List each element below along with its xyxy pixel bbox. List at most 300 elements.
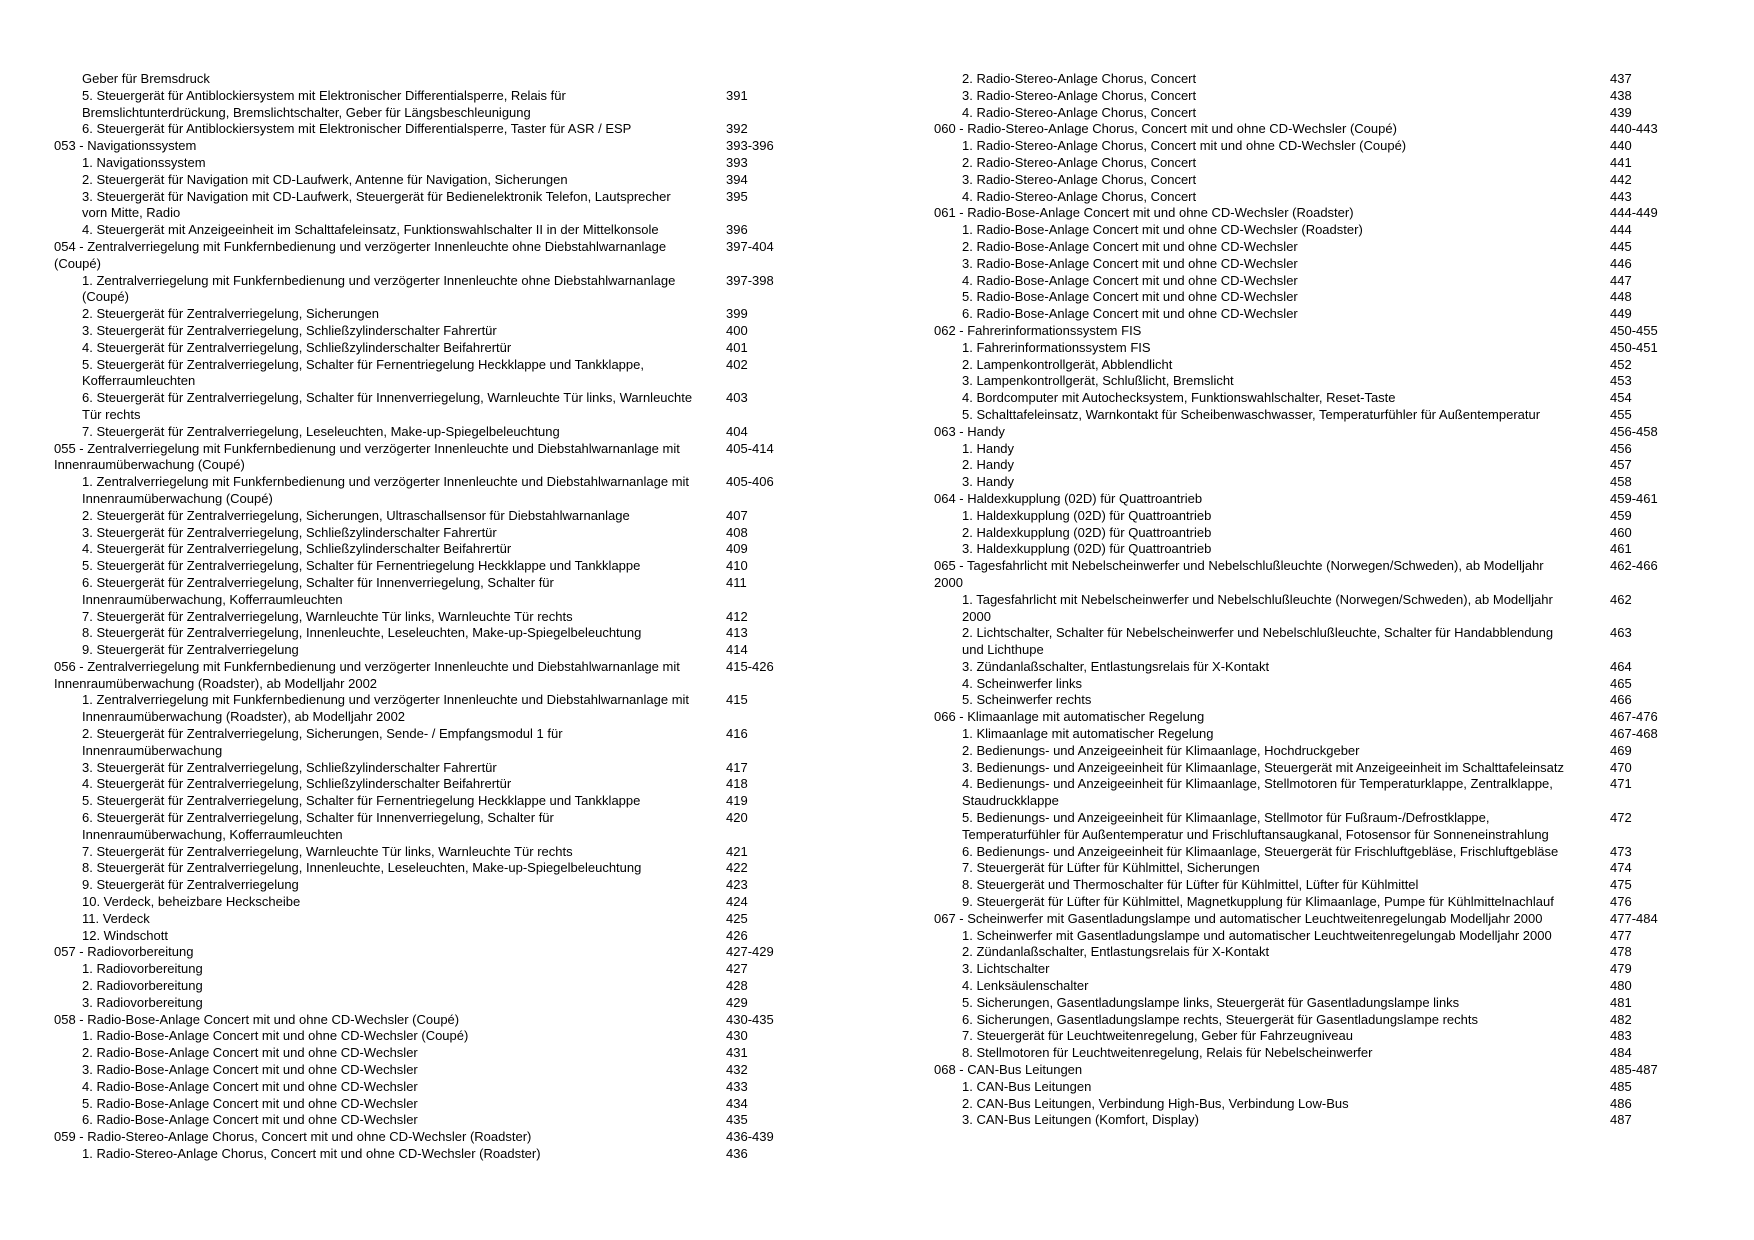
entry-pages: 410 (726, 558, 748, 574)
toc-subentry (934, 189, 1714, 206)
entry-pages: 425 (726, 910, 748, 926)
entry-pages: 450-451 (1610, 339, 1658, 355)
toc-subentry (54, 793, 834, 810)
entry-title: 055 - Zentralverriegelung mit Funkfernbedienung und verzögerter Innenleuchte und Diebstahlwarnanlage mit Innenraumüberwachung (Coupé) (54, 440, 680, 473)
entry-pages: 475 (1610, 877, 1632, 893)
entry-pages: 430-435 (726, 1011, 774, 1027)
entry-title: 068 - CAN-Bus Leitungen (934, 1062, 1083, 1078)
entry-title: 1. Radiovorbereitung (82, 961, 203, 977)
entry-title: 8. Stellmotoren für Leuchtweitenregelung, Relais für Nebelscheinwerfer (962, 1045, 1373, 1061)
entry-title: 5. Bedienungs- und Anzeigeeinheit für Klimaanlage, Stellmotor für Fußraum-/Defrostklappe, Temperaturfühler für Außentemperatur und Frischluftansaugkanal, Fotosensor für Sonneneinstrahlung (962, 810, 1549, 842)
toc-subentry (934, 222, 1714, 239)
toc-subentry (54, 642, 834, 659)
entry-title: 066 - Klimaanlage mit automatischer Regelung (934, 709, 1205, 725)
toc-subentry (934, 256, 1714, 273)
entry-pages: 447 (1610, 272, 1632, 288)
toc-subentry (54, 88, 834, 122)
entry-pages: 461 (1610, 541, 1632, 557)
toc-subentry (54, 306, 834, 323)
entry-title: 2. Steuergerät für Zentralverriegelung, Sicherungen (82, 306, 380, 322)
entry-title: 053 - Navigationssystem (54, 138, 197, 154)
toc-subentry (54, 357, 834, 391)
entry-pages: 426 (726, 927, 748, 943)
entry-title: 6. Steuergerät für Zentralverriegelung, Schalter für Innenverriegelung, Warnleuchte Tür links, Warnleuchte Tür rechts (82, 390, 693, 422)
entry-pages: 466 (1610, 692, 1632, 708)
entry-pages: 477-484 (1610, 910, 1658, 926)
toc-subentry (934, 726, 1714, 743)
entry-title: 061 - Radio-Bose-Anlage Concert mit und ohne CD-Wechsler (Roadster) (934, 205, 1354, 221)
entry-title: 6. Bedienungs- und Anzeigeeinheit für Klimaanlage, Steuergerät für Frischluftgebläse, Frischluftgebläse (962, 843, 1559, 859)
toc-subentry (54, 978, 834, 995)
toc-subentry (934, 390, 1714, 407)
entry-pages: 424 (726, 894, 748, 910)
entry-title: 2. Steuergerät für Zentralverriegelung, Sicherungen, Sende- / Empfangsmodul 1 für Innenraumüberwachung (82, 726, 563, 758)
toc-subentry (54, 1062, 834, 1079)
entry-pages: 403 (726, 390, 748, 406)
entry-pages: 438 (1610, 87, 1632, 103)
toc-subentry (934, 760, 1714, 777)
entry-title: 2. Haldexkupplung (02D) für Quattroantrieb (962, 524, 1212, 540)
entry-title: 067 - Scheinwerfer mit Gasentladungslampe und automatischer Leuchtweitenregelungab Modelljahr 2000 (934, 910, 1543, 926)
toc-subentry (934, 995, 1714, 1012)
entry-pages: 409 (726, 541, 748, 557)
toc-subentry (934, 541, 1714, 558)
toc-subentry (54, 558, 834, 575)
entry-pages: 415-426 (726, 658, 774, 674)
entry-pages: 450-455 (1610, 322, 1658, 338)
toc-subentry (54, 1096, 834, 1113)
entry-pages: 440 (1610, 138, 1632, 154)
entry-title: 3. Radio-Stereo-Anlage Chorus, Concert (962, 171, 1197, 187)
toc-section-entry (934, 709, 1714, 726)
entry-title: 2. Zündanlaßschalter, Entlastungsrelais für X-Kontakt (962, 944, 1270, 960)
entry-title: 12. Windschott (82, 927, 168, 943)
entry-pages: 471 (1610, 776, 1632, 792)
entry-pages: 444 (1610, 222, 1632, 238)
entry-pages: 465 (1610, 675, 1632, 691)
toc-subentry (934, 525, 1714, 542)
entry-title: 2. Steuergerät für Zentralverriegelung, Sicherungen, Ultraschallsensor für Diebstahlwarnanlage (82, 507, 630, 523)
entry-title: 3. Steuergerät für Zentralverriegelung, Schließzylinderschalter Fahrertür (82, 524, 497, 540)
entry-title: 9. Steuergerät für Lüfter für Kühlmittel, Magnetkupplung für Klimaanlage, Pumpe für Kühlmittelnachlauf (962, 894, 1554, 910)
toc-subentry (934, 1112, 1714, 1129)
entry-title: 7. Steuergerät für Leuchtweitenregelung, Geber für Fahrzeugniveau (962, 1028, 1353, 1044)
entry-pages: 429 (726, 994, 748, 1010)
entry-pages: 467-476 (1610, 709, 1658, 725)
entry-title: 4. Steuergerät für Zentralverriegelung, Schließzylinderschalter Beifahrertür (82, 541, 512, 557)
entry-title: 5. Steuergerät für Zentralverriegelung, Schalter für Fernentriegelung Heckklappe und Tankklappe (82, 558, 641, 574)
toc-section-entry (934, 424, 1714, 441)
entry-title: 057 - Radiovorbereitung (54, 944, 194, 960)
toc-subentry (54, 424, 834, 441)
entry-pages: 418 (726, 776, 748, 792)
entry-title: 2. Radio-Stereo-Anlage Chorus, Concert (962, 154, 1197, 170)
entry-pages: 483 (1610, 1028, 1632, 1044)
entry-title: 058 - Radio-Bose-Anlage Concert mit und ohne CD-Wechsler (Coupé) (54, 1011, 460, 1027)
entry-title: 8. Steuergerät für Zentralverriegelung, Innenleuchte, Leseleuchten, Make-up-Spiegelbeleuchtung (82, 625, 642, 641)
entry-title: 1. CAN-Bus Leitungen (962, 1078, 1092, 1094)
entry-pages: 472 (1610, 810, 1632, 826)
entry-title: 10. Verdeck, beheizbare Heckscheibe (82, 894, 301, 910)
toc-subentry (934, 138, 1714, 155)
toc-subentry (54, 911, 834, 928)
entry-pages: 456 (1610, 440, 1632, 456)
entry-pages: 460 (1610, 524, 1632, 540)
entry-title: 1. Klimaanlage mit automatischer Regelung (962, 726, 1214, 742)
entry-title: 4. Steuergerät für Zentralverriegelung, Schließzylinderschalter Beifahrertür (82, 339, 512, 355)
entry-pages: 436 (726, 1146, 748, 1161)
entry-title: 6. Radio-Bose-Anlage Concert mit und ohne CD-Wechsler (82, 1112, 418, 1128)
entry-pages: 402 (726, 356, 748, 372)
entry-title: 2. Bedienungs- und Anzeigeeinheit für Klimaanlage, Hochdruckgeber (962, 742, 1360, 758)
toc-subentry (934, 1079, 1714, 1096)
entry-title: 1. Radio-Bose-Anlage Concert mit und ohne CD-Wechsler (Coupé) (82, 1028, 469, 1044)
entry-pages: 445 (1610, 238, 1632, 254)
toc-subentry (54, 961, 834, 978)
entry-title: 063 - Handy (934, 423, 1005, 439)
entry-title: 3. Lampenkontrollgerät, Schlußlicht, Bremslicht (962, 373, 1234, 389)
entry-pages: 414 (726, 642, 748, 658)
toc-subentry (54, 340, 834, 357)
entry-pages: 453 (1610, 373, 1632, 389)
toc-subentry (934, 844, 1714, 861)
toc-subentry (934, 1012, 1714, 1029)
entry-pages: 459 (1610, 507, 1632, 523)
entry-title: 1. Radio-Stereo-Anlage Chorus, Concert mit und ohne CD-Wechsler (Roadster) (82, 1146, 541, 1161)
entry-pages: 400 (726, 322, 748, 338)
entry-pages: 427-429 (726, 944, 774, 960)
toc-subentry (54, 1146, 834, 1163)
entry-pages: 393 (726, 154, 748, 170)
toc-subentry (54, 323, 834, 340)
entry-pages: 419 (726, 793, 748, 809)
entry-pages: 459-461 (1610, 490, 1658, 506)
toc-subentry (934, 743, 1714, 760)
entry-title: 4. Radio-Stereo-Anlage Chorus, Concert (962, 188, 1197, 204)
entry-pages: 439 (1610, 104, 1632, 120)
toc-subentry (934, 441, 1714, 458)
entry-pages: 473 (1610, 843, 1632, 859)
toc-subentry (54, 273, 834, 307)
toc-subentry (54, 995, 834, 1012)
entry-title: 3. Steuergerät für Zentralverriegelung, Schließzylinderschalter Fahrertür (82, 322, 497, 338)
entry-title: 2. Steuergerät für Navigation mit CD-Laufwerk, Antenne für Navigation, Sicherungen (82, 171, 568, 187)
toc-subentry (54, 860, 834, 877)
entry-pages: 397-398 (726, 272, 774, 288)
entry-title: 6. Steuergerät für Zentralverriegelung, Schalter für Innenverriegelung, Schalter für Innenraumüberwachung, Kofferraumleuchten (82, 574, 554, 607)
entry-pages: 449 (1610, 306, 1632, 322)
entry-pages: 487 (1610, 1112, 1632, 1128)
entry-title: 5. Steuergerät für Zentralverriegelung, Schalter für Fernentriegelung Heckklappe und Tankklappe (82, 793, 641, 809)
toc-subentry (934, 625, 1714, 659)
entry-title: 3. Radiovorbereitung (82, 994, 203, 1010)
entry-pages: 431 (726, 1045, 748, 1061)
toc-subentry (934, 978, 1714, 995)
entry-pages: 442 (1610, 171, 1632, 187)
entry-pages: 391 (726, 87, 748, 103)
entry-pages: 423 (726, 877, 748, 893)
toc-subentry (934, 894, 1714, 911)
toc-subentry (54, 390, 834, 424)
entry-pages: 463 (1610, 625, 1632, 641)
toc-subentry (934, 776, 1714, 810)
entry-pages: 405-406 (726, 474, 774, 490)
toc-subentry (54, 222, 834, 239)
toc-subentry (934, 810, 1714, 844)
toc-subentry (54, 474, 834, 508)
entry-pages: 469 (1610, 742, 1632, 758)
entry-title: 1. Navigationssystem (82, 154, 206, 170)
entry-pages: 462-466 (1610, 558, 1658, 574)
entry-pages: 395 (726, 188, 748, 204)
toc-subentry (54, 894, 834, 911)
entry-title: 2. Lampenkontrollgerät, Abblendlicht (962, 356, 1173, 372)
entry-title: 5. Steuergerät für Antiblockiersystem mit Elektronischer Differentialsperre, Relais für Bremslichtunterdrückung, Bremslichtschalter, Geber für Längsbeschleunigung (82, 87, 566, 120)
entry-pages: 480 (1610, 978, 1632, 994)
toc-subentry (54, 810, 834, 844)
entry-title: 5. Radio-Bose-Anlage Concert mit und ohne CD-Wechsler (962, 289, 1298, 305)
entry-pages: 396 (726, 222, 748, 238)
toc-subentry (54, 760, 834, 777)
entry-title: 7. Steuergerät für Zentralverriegelung, Leseleuchten, Make-up-Spiegelbeleuchtung (82, 423, 560, 439)
entry-title: 9. Steuergerät für Zentralverriegelung (82, 642, 299, 658)
entry-title: 1. Handy (962, 440, 1015, 456)
entry-pages: 477 (1610, 927, 1632, 943)
entry-pages: 413 (726, 625, 748, 641)
entry-title: 1. Zentralverriegelung mit Funkfernbedienung und verzögerter Innenleuchte und Diebstahlwarnanlage mit Innenraumüberwachung (Roadster), ab Modelljahr 2002 (82, 692, 690, 725)
entry-pages: 404 (726, 423, 748, 439)
entry-title: 1. Haldexkupplung (02D) für Quattroantrieb (962, 507, 1212, 523)
toc-section-entry (934, 558, 1714, 592)
toc-subentry (934, 306, 1714, 323)
entry-title: 3. Steuergerät für Zentralverriegelung, Schließzylinderschalter Fahrertür (82, 759, 497, 775)
entry-title: 5. Sicherungen, Gasentladungslampe links, Steuergerät für Gasentladungslampe links (962, 994, 1460, 1010)
toc-subentry (934, 88, 1714, 105)
entry-pages: 458 (1610, 474, 1632, 490)
entry-pages: 394 (726, 171, 748, 187)
entry-pages: 457 (1610, 457, 1632, 473)
entry-title: 11. Verdeck (82, 910, 150, 926)
toc-subentry (54, 609, 834, 626)
entry-pages: 437 (1610, 71, 1632, 86)
entry-title: 8. Steuergerät für Zentralverriegelung, Innenleuchte, Leseleuchten, Make-up-Spiegelbeleuchtung (82, 860, 642, 876)
entry-pages: 485 (1610, 1078, 1632, 1094)
entry-pages: 479 (1610, 961, 1632, 977)
entry-title: 1. Radio-Stereo-Anlage Chorus, Concert mit und ohne CD-Wechsler (Coupé) (962, 138, 1407, 154)
entry-pages: 443 (1610, 188, 1632, 204)
entry-pages: 467-468 (1610, 726, 1658, 742)
toc-subentry (934, 1096, 1714, 1113)
toc-section-entry (54, 1012, 834, 1029)
entry-pages: 435 (726, 1112, 748, 1128)
entry-pages: 436-439 (726, 1129, 774, 1145)
entry-title: 4. Radio-Bose-Anlage Concert mit und ohne CD-Wechsler (82, 1078, 418, 1094)
entry-pages: 440-443 (1610, 121, 1658, 137)
entry-pages: 464 (1610, 658, 1632, 674)
toc-subentry (934, 357, 1714, 374)
toc-subentry (54, 508, 834, 525)
entry-title: 1. Zentralverriegelung mit Funkfernbedienung und verzögerter Innenleuchte ohne Diebstahlwarnanlage (Coupé) (82, 272, 676, 305)
entry-pages: 456-458 (1610, 423, 1658, 439)
entry-title: 3. Bedienungs- und Anzeigeeinheit für Klimaanlage, Steuergerät mit Anzeigeeinheit im Schalttafeleinsatz (962, 759, 1564, 775)
entry-title: 7. Steuergerät für Zentralverriegelung, Warnleuchte Tür links, Warnleuchte Tür rechts (82, 608, 573, 624)
toc-subentry (934, 592, 1714, 626)
toc-subentry (934, 457, 1714, 474)
entry-pages: 485-487 (1610, 1062, 1658, 1078)
entry-title: 065 - Tagesfahrlicht mit Nebelscheinwerfer und Nebelschlußleuchte (Norwegen/Schweden), ab Modelljahr 2000 (934, 558, 1544, 590)
entry-title: 6. Radio-Bose-Anlage Concert mit und ohne CD-Wechsler (962, 306, 1298, 322)
toc-section-entry (54, 944, 834, 961)
toc-subentry (934, 877, 1714, 894)
entry-title: 3. Radio-Bose-Anlage Concert mit und ohne CD-Wechsler (82, 1062, 418, 1078)
toc-subentry (54, 692, 834, 726)
entry-title: 2. Radio-Stereo-Anlage Chorus, Concert (962, 71, 1197, 86)
entry-pages: 428 (726, 978, 748, 994)
entry-title: 4. Steuergerät für Zentralverriegelung, Schließzylinderschalter Beifahrertür (82, 776, 512, 792)
entry-title: 1. Fahrerinformationssystem FIS (962, 339, 1151, 355)
entry-title: 2. Radiovorbereitung (82, 978, 203, 994)
toc-subentry (54, 172, 834, 189)
toc-subentry (934, 474, 1714, 491)
toc-subentry (54, 877, 834, 894)
entry-title: 1. Radio-Bose-Anlage Concert mit und ohne CD-Wechsler (Roadster) (962, 222, 1363, 238)
entry-pages: 478 (1610, 944, 1632, 960)
entry-title: 6. Steuergerät für Antiblockiersystem mit Elektronischer Differentialsperre, Taster für ASR / ESP (82, 121, 632, 137)
entry-title: 062 - Fahrerinformationssystem FIS (934, 322, 1142, 338)
toc-right-column (934, 71, 1714, 1129)
toc-subentry (934, 155, 1714, 172)
entry-pages: 448 (1610, 289, 1632, 305)
toc-subentry (54, 776, 834, 793)
entry-title: 059 - Radio-Stereo-Anlage Chorus, Concert mit und ohne CD-Wechsler (Roadster) (54, 1129, 532, 1145)
entry-pages: 421 (726, 843, 748, 859)
entry-pages: 415 (726, 692, 748, 708)
entry-pages: 401 (726, 339, 748, 355)
toc-subentry (934, 860, 1714, 877)
toc-subentry (54, 71, 834, 88)
toc-subentry (934, 373, 1714, 390)
entry-title: 060 - Radio-Stereo-Anlage Chorus, Concert mit und ohne CD-Wechsler (Coupé) (934, 121, 1397, 137)
entry-pages: 420 (726, 810, 748, 826)
toc-subentry (54, 189, 834, 223)
entry-title: 4. Radio-Bose-Anlage Concert mit und ohne CD-Wechsler (962, 272, 1298, 288)
toc-subentry (54, 525, 834, 542)
entry-title: 5. Scheinwerfer rechts (962, 692, 1092, 708)
toc-subentry (54, 155, 834, 172)
entry-title: 5. Radio-Bose-Anlage Concert mit und ohne CD-Wechsler (82, 1095, 418, 1111)
entry-title: 2. Radio-Bose-Anlage Concert mit und ohne CD-Wechsler (82, 1045, 418, 1061)
entry-pages: 474 (1610, 860, 1632, 876)
toc-subentry (934, 1045, 1714, 1062)
entry-title: 2. CAN-Bus Leitungen, Verbindung High-Bus, Verbindung Low-Bus (962, 1095, 1349, 1111)
entry-title: 4. Lenksäulenschalter (962, 978, 1089, 994)
entry-title: 9. Steuergerät für Zentralverriegelung (82, 877, 299, 893)
entry-title: 3. Radio-Bose-Anlage Concert mit und ohne CD-Wechsler (962, 255, 1298, 271)
entry-pages: 407 (726, 507, 748, 523)
toc-subentry (54, 928, 834, 945)
toc-subentry (934, 71, 1714, 88)
toc-section-entry (54, 138, 834, 155)
entry-title: 3. Radio-Stereo-Anlage Chorus, Concert (962, 87, 1197, 103)
toc-subentry (54, 1028, 834, 1045)
toc-section-entry (934, 911, 1714, 928)
toc-section-entry (934, 491, 1714, 508)
entry-pages: 392 (726, 121, 748, 137)
toc-subentry (934, 273, 1714, 290)
entry-pages: 405-414 (726, 440, 774, 456)
entry-pages: 444-449 (1610, 205, 1658, 221)
toc-subentry (54, 1079, 834, 1096)
entry-title: Geber für Bremsdruck (82, 71, 210, 86)
entry-title: 8. Steuergerät und Thermoschalter für Lüfter für Kühlmittel, Lüfter für Kühlmittel (962, 877, 1419, 893)
toc-subentry (934, 508, 1714, 525)
entry-title: 4. Bedienungs- und Anzeigeeinheit für Klimaanlage, Stellmotoren für Temperaturklappe, Zentralklappe, Staudruckklappe (962, 776, 1553, 809)
entry-pages: 476 (1610, 894, 1632, 910)
entry-pages: 484 (1610, 1045, 1632, 1061)
entry-pages: 433 (726, 1078, 748, 1094)
toc-section-entry (934, 205, 1714, 222)
entry-title: 3. CAN-Bus Leitungen (Komfort, Display) (962, 1112, 1199, 1128)
entry-title: 5. Schalttafeleinsatz, Warnkontakt für Scheibenwaschwasser, Temperaturfühler für Außentemperatur (962, 406, 1541, 422)
entry-title: 1. Tagesfahrlicht mit Nebelscheinwerfer und Nebelschlußleuchte (Norwegen/Schweden), ab Modelljahr 2000 (962, 591, 1553, 624)
entry-title: 7. Steuergerät für Zentralverriegelung, Warnleuchte Tür links, Warnleuchte Tür rechts (82, 843, 573, 859)
entry-title: 3. Zündanlaßschalter, Entlastungsrelais für X-Kontakt (962, 658, 1270, 674)
entry-pages: 486 (1610, 1095, 1632, 1111)
entry-pages: 399 (726, 306, 748, 322)
toc-subentry (934, 289, 1714, 306)
toc-left-column (54, 71, 834, 1163)
entry-title: 2. Lichtschalter, Schalter für Nebelscheinwerfer und Nebelschlußleuchte, Schalter für Handabblendung und Lichthupe (962, 625, 1554, 658)
toc-section-entry (54, 239, 834, 273)
entry-pages: 422 (726, 860, 748, 876)
entry-pages: 441 (1610, 154, 1632, 170)
toc-subentry (54, 844, 834, 861)
entry-title: 3. Lichtschalter (962, 961, 1050, 977)
entry-title: 5. Steuergerät für Zentralverriegelung, Schalter für Fernentriegelung Heckklappe und Tankklappe, Kofferraumleuchten (82, 356, 644, 389)
toc-subentry (54, 726, 834, 760)
entry-pages: 462 (1610, 591, 1632, 607)
entry-pages: 412 (726, 608, 748, 624)
toc-section-entry (54, 441, 834, 475)
entry-pages: 417 (726, 759, 748, 775)
toc-subentry (934, 172, 1714, 189)
toc-section-entry (54, 659, 834, 693)
toc-subentry (934, 1028, 1714, 1045)
entry-title: 4. Scheinwerfer links (962, 675, 1082, 691)
toc-section-entry (934, 1062, 1714, 1079)
toc-subentry (934, 692, 1714, 709)
entry-title: 2. Radio-Bose-Anlage Concert mit und ohne CD-Wechsler (962, 238, 1298, 254)
entry-pages: 470 (1610, 759, 1632, 775)
entry-title: 056 - Zentralverriegelung mit Funkfernbedienung und verzögerter Innenleuchte und Diebstahlwarnanlage mit Innenraumüberwachung (Roadster), ab Modelljahr 2002 (54, 658, 680, 691)
toc-section-entry (934, 323, 1714, 340)
toc-subentry (54, 121, 834, 138)
entry-title: 6. Steuergerät für Zentralverriegelung, Schalter für Innenverriegelung, Schalter für Innenraumüberwachung, Kofferraumleuchten (82, 810, 554, 842)
toc-subentry (934, 105, 1714, 122)
entry-pages: 397-404 (726, 238, 774, 254)
entry-title: 4. Bordcomputer mit Autochecksystem, Funktionswahlschalter, Reset-Taste (962, 390, 1396, 406)
toc-subentry (934, 340, 1714, 357)
toc-subentry (54, 625, 834, 642)
entry-pages: 393-396 (726, 138, 774, 154)
entry-title: 4. Steuergerät mit Anzeigeeinheit im Schalttafeleinsatz, Funktionswahlschalter II in der Mittelkonsole (82, 222, 659, 238)
entry-title: 3. Haldexkupplung (02D) für Quattroantrieb (962, 541, 1212, 557)
toc-subentry (934, 659, 1714, 676)
toc-subentry (54, 575, 834, 609)
toc-section-entry (934, 121, 1714, 138)
entry-title: 1. Scheinwerfer mit Gasentladungslampe und automatischer Leuchtweitenregelungab Modelljahr 2000 (962, 927, 1552, 943)
toc-subentry (934, 407, 1714, 424)
